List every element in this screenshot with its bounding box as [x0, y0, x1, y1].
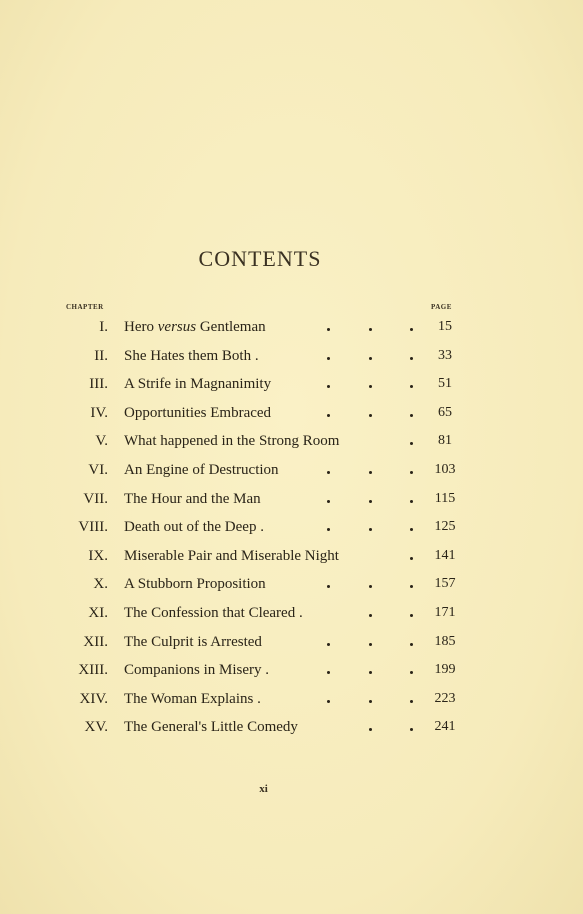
- leader-dot: [369, 585, 372, 588]
- chapter-number: XI.: [88, 604, 108, 621]
- chapter-column-header: CHAPTER: [66, 303, 104, 311]
- leader-dots: [0, 370, 583, 399]
- page-number: 65: [438, 404, 452, 420]
- chapter-number: XIV.: [79, 690, 108, 707]
- contents-row: [0, 427, 583, 456]
- chapter-title: Death out of the Deep .: [124, 519, 264, 536]
- chapter-title: The Hour and the Man: [124, 490, 261, 507]
- leader-dot: [369, 500, 372, 503]
- page-number: 33: [438, 347, 452, 363]
- chapter-title: An Engine of Destruction: [124, 461, 279, 478]
- contents-row: [0, 513, 583, 542]
- leader-dot: [410, 385, 413, 388]
- leader-dot: [369, 700, 372, 703]
- leader-dot: [410, 528, 413, 531]
- leader-dot: [410, 557, 413, 560]
- chapter-number: XII.: [83, 633, 108, 650]
- contents-row: [0, 599, 583, 628]
- contents-row: [0, 656, 583, 685]
- chapter-number: VI.: [88, 461, 108, 478]
- chapter-title: What happened in the Strong Room: [124, 433, 340, 450]
- leader-dot: [410, 614, 413, 617]
- leader-dot: [369, 728, 372, 731]
- chapter-title: She Hates them Both .: [124, 347, 259, 364]
- chapter-title: Miserable Pair and Miserable Night: [124, 547, 339, 564]
- contents-row: [0, 313, 583, 342]
- leader-dots: [0, 513, 583, 542]
- contents-row: [0, 342, 583, 371]
- contents-row: [0, 713, 583, 742]
- leader-dot: [369, 471, 372, 474]
- page-number: 157: [434, 576, 456, 592]
- chapter-title: A Stubborn Proposition: [124, 576, 266, 593]
- page-number: 15: [438, 319, 452, 334]
- leader-dots: [0, 656, 583, 685]
- leader-dot: [327, 385, 330, 388]
- contents-row: [0, 370, 583, 399]
- chapter-number: I.: [99, 319, 108, 335]
- leader-dot: [369, 328, 372, 331]
- leader-dot: [327, 528, 330, 531]
- chapter-number: IV.: [90, 404, 108, 421]
- chapter-number: III.: [89, 376, 108, 393]
- chapter-title: The Culprit is Arrested: [124, 633, 262, 650]
- contents-row: [0, 628, 583, 657]
- contents-row: [0, 542, 583, 571]
- page-number: 141: [434, 547, 456, 563]
- leader-dot: [327, 328, 330, 331]
- leader-dot: [327, 500, 330, 503]
- leader-dot: [410, 442, 413, 445]
- leader-dot: [369, 671, 372, 674]
- leader-dots: [0, 542, 583, 571]
- leader-dot: [410, 500, 413, 503]
- leader-dot: [410, 585, 413, 588]
- chapter-title: The Woman Explains .: [124, 690, 261, 707]
- leader-dot: [327, 471, 330, 474]
- leader-dots: [0, 456, 583, 485]
- page-number: 185: [434, 633, 456, 649]
- chapter-number: VII.: [83, 490, 108, 507]
- page-number: 125: [434, 519, 456, 535]
- chapter-title-part: Gentleman: [196, 319, 266, 335]
- page-number: 103: [434, 461, 456, 477]
- leader-dot: [369, 614, 372, 617]
- leader-dots: [0, 599, 583, 628]
- leader-dot: [369, 414, 372, 417]
- contents-list: [0, 313, 583, 742]
- leader-dot: [410, 643, 413, 646]
- chapter-title: Opportunities Embraced: [124, 404, 272, 421]
- leader-dot: [327, 700, 330, 703]
- contents-row: [0, 399, 583, 428]
- page-number: 223: [434, 690, 456, 706]
- leader-dots: [0, 427, 583, 456]
- leader-dots: [0, 628, 583, 657]
- chapter-number: XV.: [84, 719, 108, 736]
- chapter-title-italic: versus: [157, 319, 197, 335]
- page-number: 51: [438, 376, 452, 392]
- chapter-number: II.: [94, 347, 108, 364]
- leader-dot: [369, 643, 372, 646]
- contents-row: [0, 485, 583, 514]
- page-number: 81: [438, 433, 452, 449]
- chapter-title: The Confession that Cleared .: [124, 604, 303, 621]
- chapter-number: XIII.: [78, 662, 108, 679]
- leader-dot: [327, 357, 330, 360]
- leader-dots: [0, 485, 583, 514]
- leader-dots: [0, 399, 583, 428]
- chapter-title: The General's Little Comedy: [124, 719, 298, 736]
- page-folio: xi: [259, 783, 268, 795]
- leader-dot: [410, 671, 413, 674]
- leader-dot: [410, 357, 413, 360]
- chapter-title-part: Hero: [124, 319, 158, 335]
- page-number: 171: [434, 604, 456, 620]
- leader-dot: [410, 414, 413, 417]
- chapter-number: IX.: [88, 547, 108, 564]
- leader-dot: [327, 585, 330, 588]
- leader-dots: [0, 313, 583, 342]
- page-title: CONTENTS: [198, 246, 322, 271]
- chapter-number: V.: [95, 433, 108, 450]
- page-number: 241: [434, 719, 456, 735]
- leader-dots: [0, 685, 583, 714]
- chapter-title: A Strife in Magnanimity: [124, 376, 272, 393]
- leader-dot: [410, 328, 413, 331]
- page-number: 199: [434, 662, 456, 678]
- leader-dots: [0, 570, 583, 599]
- leader-dot: [410, 700, 413, 703]
- leader-dots: [0, 713, 583, 742]
- leader-dots: [0, 342, 583, 371]
- contents-row: [0, 685, 583, 714]
- chapter-title: Companions in Misery .: [124, 662, 269, 679]
- page-column-header: PAGE: [431, 303, 452, 311]
- leader-dot: [369, 528, 372, 531]
- chapter-number: X.: [93, 576, 108, 593]
- leader-dot: [327, 414, 330, 417]
- leader-dot: [327, 671, 330, 674]
- contents-row: [0, 456, 583, 485]
- leader-dot: [327, 643, 330, 646]
- chapter-number: VIII.: [78, 519, 108, 536]
- leader-dot: [410, 728, 413, 731]
- leader-dot: [369, 357, 372, 360]
- leader-dot: [369, 385, 372, 388]
- page-number: 115: [434, 490, 456, 506]
- leader-dot: [410, 471, 413, 474]
- contents-row: [0, 570, 583, 599]
